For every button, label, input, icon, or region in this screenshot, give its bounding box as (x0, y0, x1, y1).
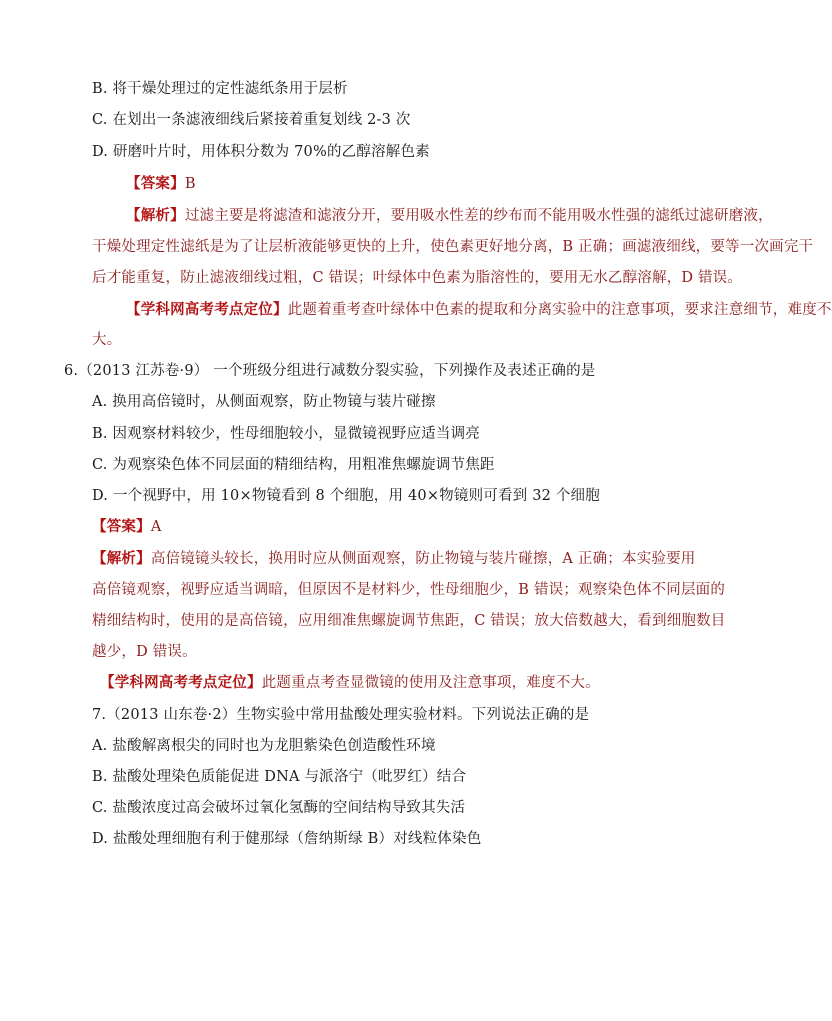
q5-position-tag: 【学科网高考考点定位】 (126, 301, 288, 318)
q6-stem: 6.（2013 江苏卷·9） 一个班级分组进行减数分裂实验，下列操作及表述正确的是 (64, 363, 596, 379)
q6-answer-tag: 【答案】 (92, 518, 151, 535)
q7-option-a: A. 盐酸解离根尖的同时也为龙胆紫染色创造酸性环境 (92, 738, 436, 754)
q5-option-b: B. 将干燥处理过的定性滤纸条用于层析 (92, 81, 348, 97)
q6-analysis-text-1: 高倍镜镜头较长，换用时应从侧面观察，防止物镜与装片碰擦，A 正确；本实验要用 (150, 551, 696, 567)
q6-option-b: B. 因观察材料较少，性母细胞较小，显微镜视野应适当调亮 (92, 426, 480, 442)
q6-analysis-line-4: 越少，D 错误。 (92, 644, 197, 660)
q7-option-c: C. 盐酸浓度过高会破坏过氧化氢酶的空间结构导致其失活 (92, 800, 466, 816)
q6-analysis-line-3: 精细结构时，使用的是高倍镜，应用细准焦螺旋调节焦距，C 错误；放大倍数越大，看到细胞数目 (92, 613, 726, 629)
q6-position-tag: 【学科网高考考点定位】 (100, 674, 262, 691)
q6-position-text: 此题重点考查显微镜的使用及注意事项，难度不大。 (261, 675, 600, 691)
q7-option-d: D. 盐酸处理细胞有利于健那绿（詹纳斯绿 B）对线粒体染色 (92, 831, 482, 847)
q5-analysis-line-2: 干燥处理定性滤纸是为了让层析液能够更快的上升，使色素更好地分离，B 正确；画滤液细线，要等一次画完干 (92, 239, 814, 255)
q5-answer-value: B (184, 176, 196, 192)
q5-answer (126, 174, 196, 194)
q7-stem: 7.（2013 山东卷·2）生物实验中常用盐酸处理实验材料。下列说法正确的是 (92, 707, 590, 723)
q6-analysis-line-2: 高倍镜观察，视野应适当调暗，但原因不是材料少，性母细胞少，B 错误；观察染色体不同层面的 (92, 582, 726, 598)
q5-option-d: D. 研磨叶片时，用体积分数为 70%的乙醇溶解色素 (92, 144, 430, 160)
q6-option-a: A. 换用高倍镜时，从侧面观察，防止物镜与装片碰擦 (92, 394, 436, 410)
q5-position-line-2: 大。 (92, 332, 122, 348)
q6-analysis-line-1 (92, 549, 696, 569)
q5-analysis-line-1 (126, 206, 773, 226)
q7-option-b: B. 盐酸处理染色质能促进 DNA 与派洛宁（吡罗红）结合 (92, 769, 467, 785)
q6-answer-value: A (150, 519, 162, 535)
q6-answer (92, 517, 161, 537)
q5-answer-tag: 【答案】 (126, 175, 185, 192)
q5-analysis-text-1: 过滤主要是将滤渣和滤液分开，要用吸水性差的纱布而不能用吸水性强的滤纸过滤研磨液， (184, 208, 773, 224)
q5-analysis-tag: 【解析】 (126, 207, 185, 224)
q5-analysis-line-3: 后才能重复，防止滤液细线过粗，C 错误；叶绿体中色素为脂溶性的，要用无水乙醇溶解，D 错误。 (92, 270, 743, 286)
q5-position-line-1 (126, 300, 832, 320)
q5-position-text-1: 此题着重考查叶绿体中色素的提取和分离实验中的注意事项，要求注意细节，难度不 (287, 302, 832, 318)
q5-option-c: C. 在划出一条滤液细线后紧接着重复划线 2-3 次 (92, 112, 411, 128)
q6-option-c: C. 为观察染色体不同层面的精细结构，用粗准焦螺旋调节焦距 (92, 457, 495, 473)
q6-option-d: D. 一个视野中，用 10×物镜看到 8 个细胞，用 40×物镜则可看到 32 个细胞 (92, 488, 600, 504)
q6-analysis-tag: 【解析】 (92, 550, 151, 567)
q6-position (100, 673, 600, 693)
